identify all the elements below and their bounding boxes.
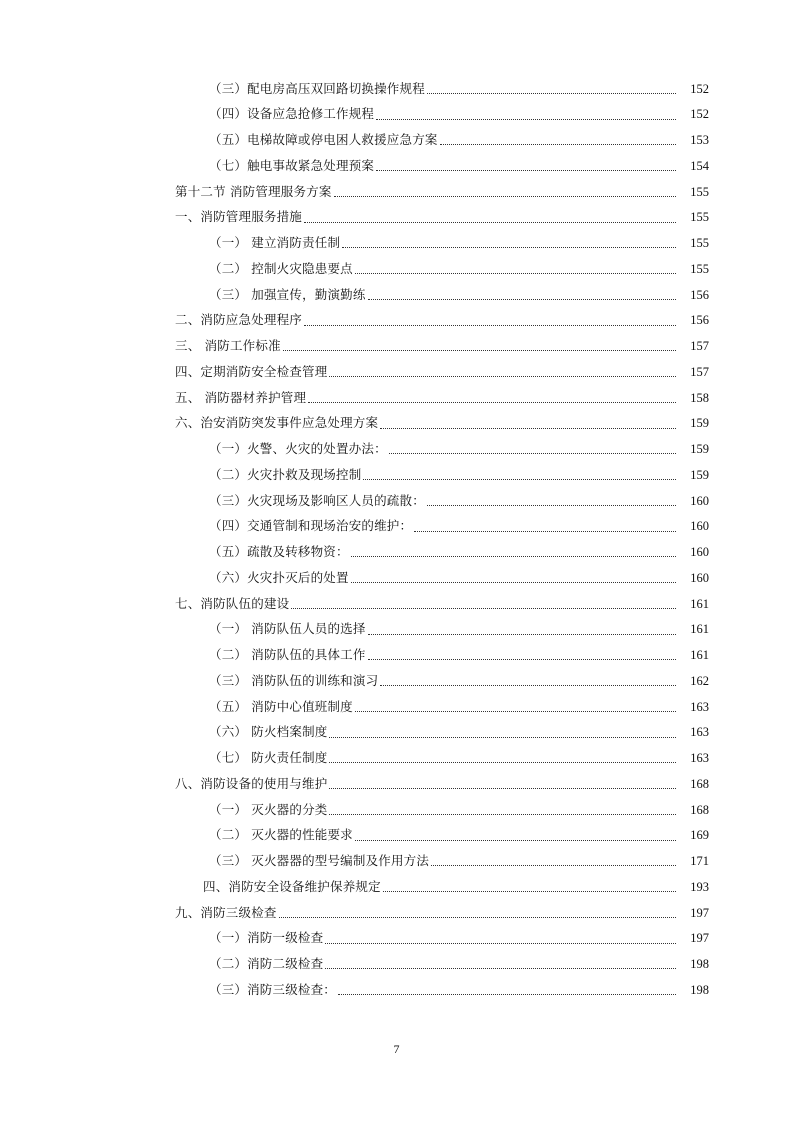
dot-leader [351, 555, 676, 557]
toc-entry[interactable] [0, 849, 793, 875]
toc-entry-title: （三）火灾现场及影响区人员的疏散： [209, 492, 425, 508]
toc-entry-page: 160 [690, 570, 709, 585]
dot-leader [304, 221, 676, 223]
toc-entry-title: 三、 消防工作标准 [175, 338, 281, 354]
dot-leader [440, 143, 676, 145]
toc-entry[interactable] [0, 823, 793, 849]
toc-entry[interactable] [0, 256, 793, 282]
toc-entry[interactable] [0, 977, 793, 1003]
toc-entry-title: 四、定期消防安全检查管理 [175, 363, 328, 379]
dot-leader [329, 813, 676, 815]
toc-entry-title: （六）火灾扑灭后的处置 [209, 569, 349, 585]
toc-entry-page: 197 [690, 905, 709, 920]
toc-entry[interactable] [0, 694, 793, 720]
toc-entry-page: 156 [690, 313, 709, 328]
toc-entry-title: （一） 灭火器的分类 [209, 801, 328, 817]
dot-leader [304, 324, 676, 326]
toc-entry-page: 197 [690, 931, 709, 946]
toc-entry[interactable] [0, 359, 793, 385]
dot-leader [325, 967, 676, 969]
toc-entry-page: 163 [690, 725, 709, 740]
toc-entry-title: 六、治安消防突发事件应急处理方案 [175, 415, 379, 431]
toc-entry[interactable] [0, 102, 793, 128]
toc-entry[interactable] [0, 179, 793, 205]
toc-entry-title: （二） 控制火灾隐患要点 [209, 260, 353, 276]
toc-entry[interactable] [0, 668, 793, 694]
dot-leader [380, 684, 676, 686]
toc-entry-title: （七） 防火责任制度 [209, 750, 328, 766]
toc-entry-title: （三）消防三级检查： [209, 981, 337, 997]
dot-leader [363, 478, 676, 480]
toc-entry-page: 157 [690, 339, 709, 354]
dot-leader [338, 993, 676, 995]
toc-entry[interactable] [0, 720, 793, 746]
toc-entry-page: 163 [690, 751, 709, 766]
toc-entry-title: （一）火警、火灾的处置办法： [209, 441, 387, 457]
toc-entry[interactable] [0, 411, 793, 437]
toc-entry[interactable] [0, 437, 793, 463]
dot-leader [431, 864, 676, 866]
toc-entry-page: 155 [690, 236, 709, 251]
toc-entry[interactable] [0, 797, 793, 823]
dot-leader [427, 504, 676, 506]
toc-entry-page: 155 [690, 261, 709, 276]
dot-leader [414, 530, 676, 532]
toc-entry[interactable] [0, 746, 793, 772]
toc-entry-title: （五）疏散及转移物资： [209, 544, 349, 560]
toc-entry-page: 161 [690, 596, 709, 611]
toc-entry-title: 五、 消防器材养护管理 [175, 389, 307, 405]
toc-entry-page: 171 [690, 854, 709, 869]
dot-leader [308, 401, 676, 403]
dot-leader [283, 349, 676, 351]
toc-entry[interactable] [0, 617, 793, 643]
page-number: 7 [393, 1042, 400, 1056]
toc-entry-page: 156 [690, 287, 709, 302]
dot-leader [368, 298, 676, 300]
toc-entry-page: 193 [690, 879, 709, 894]
toc-entry-page: 159 [690, 442, 709, 457]
toc-entry[interactable] [0, 565, 793, 591]
toc-entry-page: 198 [690, 957, 709, 972]
toc-entry-title: （三）配电房高压双回路切换操作规程 [209, 80, 425, 96]
dot-leader [342, 246, 676, 248]
toc-entry-title: 九、消防三级检查 [175, 904, 277, 920]
toc-entry-page: 152 [690, 107, 709, 122]
toc-entry-page: 160 [690, 519, 709, 534]
toc-entry-title: （七）触电事故紧急处理预案 [209, 157, 375, 173]
toc-entry-page: 157 [690, 364, 709, 379]
dot-leader [351, 581, 676, 583]
toc-entry-page: 198 [690, 982, 709, 997]
toc-entry-title: 七、消防队伍的建设 [175, 595, 290, 611]
toc-entry-page: 160 [690, 545, 709, 560]
toc-entry[interactable] [0, 308, 793, 334]
dot-leader [376, 169, 676, 171]
toc-entry-page: 168 [690, 776, 709, 791]
toc-entry-title: 二、消防应急处理程序 [175, 312, 303, 328]
toc-entry-page: 152 [690, 81, 709, 96]
toc-entry-page: 154 [690, 158, 709, 173]
dot-leader [334, 195, 676, 197]
toc-entry-title: （三） 消防队伍的训练和演习 [209, 672, 379, 688]
toc-entry-title: （三） 加强宣传，勤演勤练 [209, 286, 366, 302]
toc-entry-title: （二） 灭火器的性能要求 [209, 827, 353, 843]
toc-entry-title: （五）电梯故障或停电困人救援应急方案 [209, 132, 438, 148]
dot-leader [355, 710, 676, 712]
toc-entry[interactable] [0, 952, 793, 978]
toc-entry-title: 四、消防安全设备维护保养规定 [203, 878, 381, 894]
toc-entry[interactable] [0, 205, 793, 231]
toc-entry-page: 163 [690, 699, 709, 714]
toc-entry[interactable] [0, 385, 793, 411]
dot-leader [329, 375, 676, 377]
dot-leader [291, 607, 676, 609]
toc-entry-page: 159 [690, 467, 709, 482]
toc-entry[interactable] [0, 874, 793, 900]
toc-entry[interactable] [0, 128, 793, 154]
dot-leader [368, 633, 676, 635]
dot-leader [329, 787, 676, 789]
toc-entry[interactable] [0, 282, 793, 308]
toc-entry[interactable] [0, 488, 793, 514]
toc-entry-page: 160 [690, 493, 709, 508]
dot-leader [329, 761, 676, 763]
toc-entry-title: （一） 建立消防责任制 [209, 235, 341, 251]
toc-entry[interactable] [0, 771, 793, 797]
dot-leader [389, 452, 676, 454]
toc-entry-title: 八、消防设备的使用与维护 [175, 775, 328, 791]
toc-entry-page: 169 [690, 828, 709, 843]
toc-entry-title: （一） 消防队伍人员的选择 [209, 621, 366, 637]
dot-leader [383, 890, 676, 892]
toc-entry-page: 155 [690, 210, 709, 225]
toc-entry-title: （二）消防二级检查 [209, 956, 324, 972]
toc-entry-page: 153 [690, 133, 709, 148]
toc-entry-title: （二） 消防队伍的具体工作 [209, 647, 366, 663]
toc-entry-title: （四）设备应急抢修工作规程 [209, 106, 375, 122]
toc-entry[interactable] [0, 643, 793, 669]
toc-entry[interactable] [0, 462, 793, 488]
dot-leader [355, 839, 676, 841]
toc-entry-title: 一、消防管理服务措施 [175, 209, 303, 225]
toc-entry-title: 第十二节 消防管理服务方案 [175, 183, 332, 199]
dot-leader [380, 427, 676, 429]
toc-entry-page: 158 [690, 390, 709, 405]
toc-entry-page: 161 [690, 648, 709, 663]
toc-entry-title: （二）火灾扑救及现场控制 [209, 466, 362, 482]
toc-entry[interactable] [0, 900, 793, 926]
toc-entry-title: （五） 消防中心值班制度 [209, 698, 353, 714]
toc-entry-title: （三） 灭火器器的型号编制及作用方法 [209, 853, 430, 869]
toc-entry[interactable] [0, 540, 793, 566]
toc-entry-page: 161 [690, 622, 709, 637]
dot-leader [329, 736, 676, 738]
toc-entry-page: 162 [690, 673, 709, 688]
toc-entry-title: （四）交通管制和现场治安的维护： [209, 518, 413, 534]
toc-entry[interactable] [0, 591, 793, 617]
toc-entry-page: 159 [690, 416, 709, 431]
dot-leader [325, 942, 676, 944]
toc-entry[interactable] [0, 514, 793, 540]
dot-leader [355, 272, 676, 274]
toc-entry[interactable] [0, 334, 793, 360]
dot-leader [279, 916, 676, 918]
toc-entry-title: （一）消防一级检查 [209, 930, 324, 946]
toc-entry[interactable] [0, 76, 793, 102]
toc-entry[interactable] [0, 926, 793, 952]
dot-leader [427, 92, 676, 94]
toc-entry-page: 155 [690, 184, 709, 199]
toc-entry[interactable] [0, 231, 793, 257]
toc-entry[interactable] [0, 153, 793, 179]
table-of-contents [0, 76, 793, 1003]
dot-leader [368, 658, 676, 660]
toc-entry-page: 168 [690, 802, 709, 817]
toc-entry-title: （六） 防火档案制度 [209, 724, 328, 740]
dot-leader [376, 118, 676, 120]
